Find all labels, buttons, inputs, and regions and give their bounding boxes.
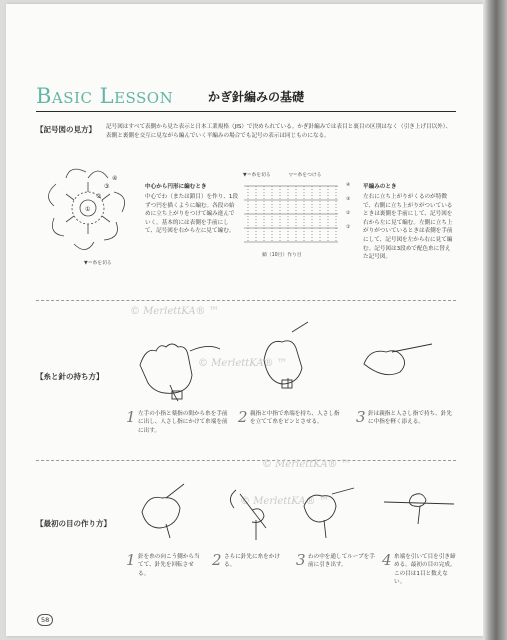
first-stitch-step-2-text: さらに針先に糸をかける。 [224,554,280,569]
first-stitch-step-3-text: わの中を通してループを手前に引き出す。 [308,554,375,569]
flat-heading: 平編みのとき [363,184,397,190]
first-stitch-illustration-3 [298,484,358,540]
first-stitch-step-1-text: 針を糸の向こう側から当てて、針先を回転させる。 [138,554,200,577]
holding-section-label: 【糸と針の持ち方】 [36,372,104,381]
flat-row-number-1: ① [346,225,351,230]
flat-legend-join: ▽＝糸をつける [289,173,322,178]
flat-chart-diagram [242,180,340,248]
first-stitch-step-3-number: 3 [296,551,306,569]
first-stitch-step-4-text: 糸端を引いて目を引き締める。最初の目の完成。この目は1目と数えない。 [394,554,456,586]
watermark-4: © MerlettKA® ™ [240,496,329,507]
symbols-section-label: 【記号図の見方】 [36,125,96,134]
page-number: 58 [37,614,53,626]
holding-step-3-number: 3 [356,408,366,426]
first-stitch-illustration-2 [222,480,278,542]
round-number-3: ③ [104,183,110,190]
watermark-2: © MerlettKA® ™ [198,358,287,369]
holding-step-2-text: 親指と中指で糸端を持ち、人さし指を立てて糸をピンとさせる。 [250,411,340,426]
flat-legend-cut: ▼＝糸を切る [243,173,271,178]
holding-illustration-3 [354,334,438,380]
header-rule [36,111,456,112]
symbols-intro-text: 記号図はすべて表側から見た表示と日本工業規格（JIS）で決められている。かぎ針編みでは表目と裏目の区別はなく（引き上げ目以外）、表側と裏側を交互に見ながら編んでいく平編みの場合でも記号の表示は同じものになる。 [106,124,452,139]
section-divider-1 [36,300,456,301]
holding-step-3-text: 針は親指と人さし指で持ち、針先に中指を軽く添える。 [368,411,452,426]
round-legend-cut: ▼＝糸を切る [84,261,112,266]
round-number-1: ① [85,206,91,213]
round-chart-diagram [40,158,138,256]
holding-step-1-number: 1 [126,408,136,426]
lesson-title-jp: かぎ針編みの基礎 [208,90,305,104]
first-stitch-illustration-1 [136,478,200,540]
first-stitch-illustration-4 [382,488,458,526]
round-text: 中心でわ（または鎖目）を作り、1段ずつ円を描くように編む。各段の始めに立ち上がりをつけて編み進んでいく。基本的には表側を手前にして、記号図を右から左に見て編む。 [145,194,239,235]
first-stitch-step-1-number: 1 [126,551,136,569]
first-stitch-section-label: 【最初の目の作り方】 [36,519,111,528]
book-spine [483,0,507,640]
watermark-1: © MerlettKA® ™ [130,306,219,317]
first-stitch-step-2-number: 2 [212,551,222,569]
round-heading: 中心から円形に編むとき [145,184,207,190]
flat-row-number-2: ② [346,211,351,216]
holding-step-1-text: 左手の小指と薬指の間から糸を手前に出し、人さし指にかけて糸端を前に出す。 [138,411,228,434]
flat-text: 左右に立ち上がりがくるのが特徴で、右側に立ち上がりがついているときは裏側を手前にして、記号図を右から左に見て編む。左側に立ち上がりがついているときは表側を手前にして、記号図を左から右に見て編む。記号図は3段めで配色糸に替えた記号図。 [363,194,453,261]
round-number-2: ② [96,193,102,200]
chain-note: 鎖（10目）作り目 [262,253,302,258]
section-divider-2 [36,460,456,461]
flat-row-number-4: ④ [346,183,351,188]
first-stitch-step-4-number: 4 [382,551,392,569]
watermark-3: © MerlettKA® ™ [262,459,351,470]
flat-row-number-3: ③ [346,197,351,202]
round-number-4: ④ [112,175,118,182]
holding-illustration-2 [258,320,328,392]
holding-step-2-number: 2 [238,408,248,426]
lesson-title-en: Basic Lesson [36,84,174,108]
